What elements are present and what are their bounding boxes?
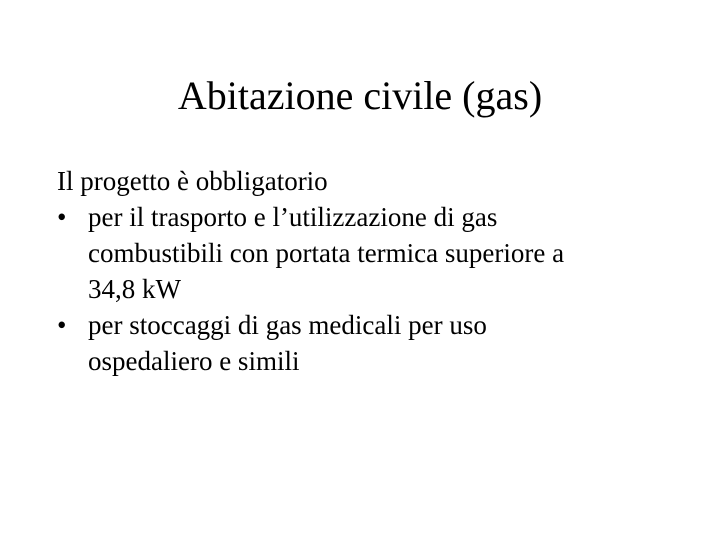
bullet-icon: • <box>57 310 67 340</box>
bullet-line: ospedaliero e simili <box>88 346 300 376</box>
bullet-item <box>57 199 697 307</box>
bullet-list <box>57 199 697 379</box>
intro-text: Il progetto è obbligatorio <box>57 166 328 196</box>
bullet-icon: • <box>57 202 67 232</box>
bullet-line: per stoccaggi di gas medicali per uso <box>88 310 487 340</box>
slide-title: Abitazione civile (gas) <box>177 73 543 118</box>
bullet-item <box>57 307 697 379</box>
bullet-line: combustibili con portata termica superiore a <box>88 238 565 268</box>
bullet-line: 34,8 kW <box>88 274 181 304</box>
bullet-line: per il trasporto e l’utilizzazione di gas <box>88 202 498 232</box>
slide-body <box>57 163 697 379</box>
